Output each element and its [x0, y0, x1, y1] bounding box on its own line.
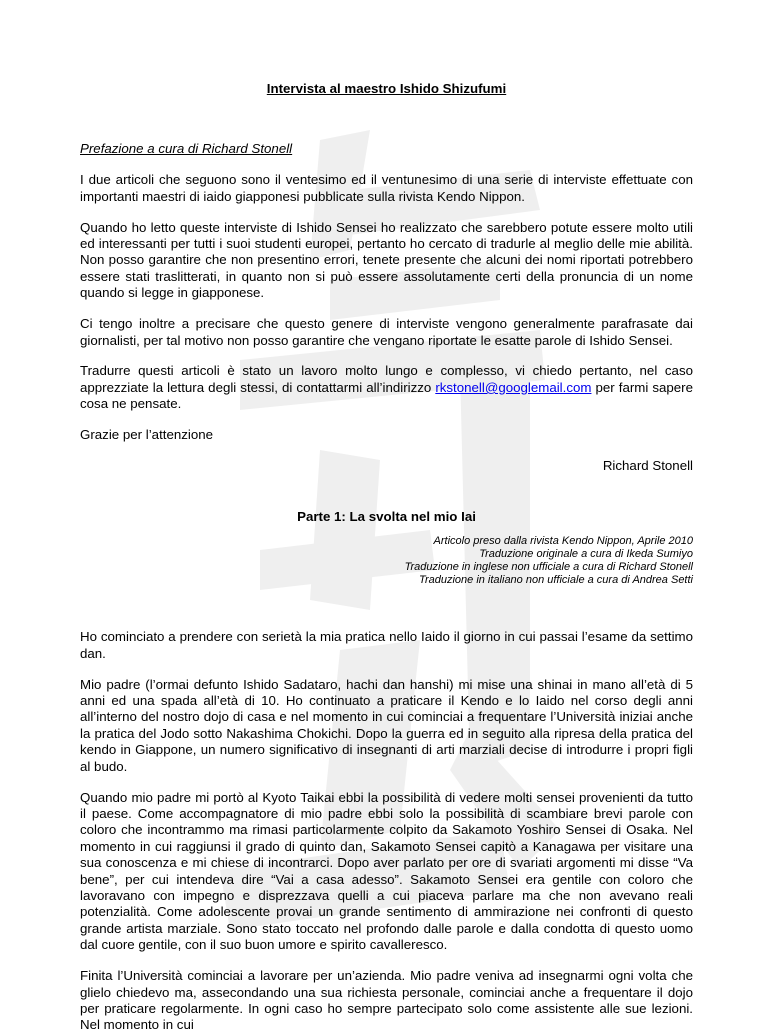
preface-paragraph-1: I due articoli che seguono sono il ventesimo ed il ventunesimo di una serie di interviste effettuate con importanti maestri di iaido giapponesi pubblicate sulla rivista Kendo Nippon. — [80, 172, 693, 204]
preface-paragraph-2: Quando ho letto queste interviste di Ishido Sensei ho realizzato che sarebbero potute essere molto utili ed interessanti per tutti i suoi studenti europei, pertanto ho cercato di tradurle al meglio delle mie abilità. Non posso garantire che non presentino errori, tenete presente che alcuni dei nomi riportati potrebbero essere stati traslitterati, in quanto non si può essere assolutamente certi della pronuncia di un nome quando si legge in giapponese. — [80, 219, 693, 301]
thanks-line: Grazie per l’attenzione — [80, 427, 214, 443]
preface-paragraph-4-start: Tradurre questi articoli è stato un lavoro molto lungo e complesso, vi chiedo pertanto, nel caso apprezziate la lettura degli stessi, di contattarmi all’indirizzo — [80, 363, 693, 395]
article-paragraph-1: Ho cominciato a prendere con serietà la mia pratica nello Iaido il giorno in cui passai l’esame da settimo dan. — [80, 629, 693, 661]
article-paragraph-4: Finita l’Università cominciai a lavorare per un’azienda. Mio padre veniva ad insegnarmi ogni volta che glielo chiedevo ma, assecondando una sua richiesta personale, cominciai anche a frequentare il dojo per praticare regolarmente. In ogni caso ho sempre partecipato solo come assistente alle sue lezioni. Nel momento in cui — [80, 968, 693, 1033]
article-paragraph-3: Quando mio padre mi portò al Kyoto Taikai ebbi la possibilità di vedere molti sensei provenienti da tutto il paese. Come accompagnatore di mio padre ebbi solo la possibilità di scambiare brevi parole con coloro che incontrammo ma rimasi particolarmente colpito da Sakamoto Yoshiro Sensei di Osaka. Nel momento in cui raggiunsi il grado di quinto dan, Sakamoto Sensei capitò a Kanagawa per visitare una sua conoscenza e mi chiese di incontrarci. Dopo aver parlato per ore di svariati argomenti mi disse “Va bene”, per cui intendeva dire “Vai a casa adesso”. Sakamoto Sensei era gentile con coloro che lavoravano con impegno e disprezzava quelli a cui piaceva parlare ma che non avevano reali potenzialità. Come adolescente provai un grande sentimento di ammirazione nei confronti di questo grande artista marziale. Sono stato toccato nel profondo dalle parole e dalla condotta di questo uomo dal cuore gentile, con il suo buon umore e spirito cavalleresco. — [80, 789, 693, 953]
page-title: Intervista al maestro Ishido Shizufumi — [266, 81, 507, 96]
email-link[interactable]: rkstonell@googlemail.com — [435, 379, 592, 395]
part-1-heading: Parte 1: La svolta nel mio Iai — [297, 508, 476, 524]
preface-paragraph-4 — [80, 363, 693, 412]
preface-paragraph-3: Ci tengo inoltre a precisare che questo genere di interviste vengono generalmente parafrasate dai giornalisti, per tal motivo non posso garantire che vengano riportate le esatte parole di Ishido Sensei. — [80, 316, 693, 348]
document-body — [80, 81, 693, 1034]
source-line: Articolo preso dalla rivista Kendo Nippon, Aprile 2010 — [433, 534, 693, 547]
source-line: Traduzione in inglese non ufficiale a cura di Richard Stonell — [404, 561, 693, 574]
article-paragraph-2: Mio padre (l’ormai defunto Ishido Sadataro, hachi dan hanshi) mi mise una shinai in mano all’età di 5 anni ed una spada all’età di 10. Ho continuato a praticare il Kendo e lo Iaido nel corso degli anni all’interno del nostro dojo di casa e nel momento in cui cominciai a frequentare l’Università iniziai anche la pratica del Jodo sotto Nakashima Chokichi. Dopo la guerra ed in seguito alla ripresa della pratica del kendo in Giappone, un numero significativo di insegnanti di arti marziali decise di introdurre i propri figli al budo. — [80, 676, 693, 774]
preface-paragraph-4-end: per farmi sapere cosa ne pensate. — [80, 379, 693, 412]
source-line: Traduzione originale a cura di Ikeda Sumiyo — [479, 548, 693, 560]
signature: Richard Stonell — [602, 458, 693, 474]
preface-heading: Prefazione a cura di Richard Stonell — [80, 141, 293, 157]
source-line: Traduzione in italiano non ufficiale a cura di Andrea Setti — [419, 574, 693, 587]
source-credits — [80, 535, 693, 587]
